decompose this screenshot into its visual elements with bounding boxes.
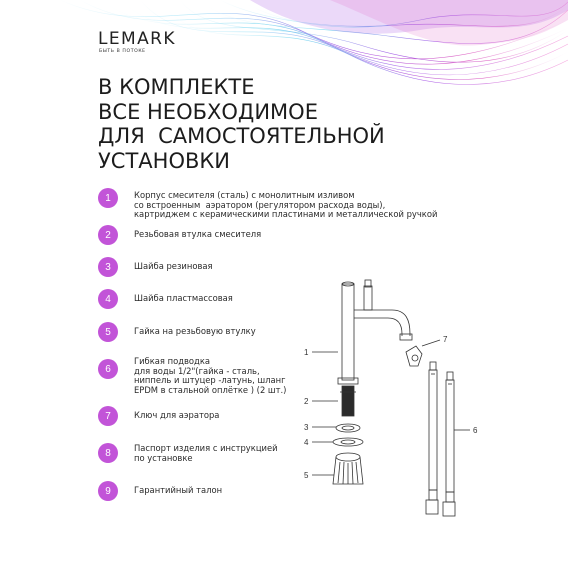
threaded-sleeve-part: [340, 386, 356, 416]
list-item: [98, 356, 287, 395]
item-text: Гарантийный талон: [134, 485, 223, 495]
item-number-badge: 2: [98, 225, 118, 245]
item-number-badge: 7: [98, 406, 118, 426]
plastic-washer-part: [333, 438, 363, 446]
flexible-hose-part: [426, 362, 455, 516]
diagram-label: 2: [304, 397, 309, 406]
item-text: Гайка на резьбовую втулку: [134, 326, 256, 336]
item-text: Корпус смесителя (сталь) с монолитным изливом со встроенным аэратором (регулятором расхода воды), картриджем с керамическими пластинами и металлической ручкой: [134, 190, 438, 220]
item-number-badge: 3: [98, 257, 118, 277]
list-item: [98, 188, 437, 220]
list-item: [98, 289, 233, 309]
diagram-label: 1: [304, 348, 309, 357]
title-line: УСТАНОВКИ: [98, 148, 230, 173]
diagram-label: 5: [304, 471, 309, 480]
item-number-badge: 8: [98, 443, 118, 463]
item-number-badge: 5: [98, 322, 118, 342]
item-text: Шайба резиновая: [134, 261, 213, 271]
title-line: В КОМПЛЕКТЕ: [98, 75, 255, 99]
faucet-exploded-diagram: [292, 270, 568, 568]
item-text: Резьбовая втулка смесителя: [134, 229, 262, 239]
item-text: Гибкая подводка для воды 1/2"(гайка - сталь, ниппель и штуцер -латунь, шланг EPDM в стальной оплётке ) (2 шт.): [134, 356, 287, 395]
page-title: [98, 75, 385, 173]
diagram-label: 3: [304, 423, 309, 432]
mounting-nut-part: [333, 453, 363, 484]
title-line: ДЛЯ САМОСТОЯТЕЛЬНОЙ: [98, 124, 385, 148]
item-text: Ключ для аэратора: [134, 410, 220, 420]
item-number-badge: 9: [98, 481, 118, 501]
brand-name: LEMARK: [98, 29, 176, 49]
brand-logo: [98, 30, 176, 54]
brand-tagline: БЫТЬ В ПОТОКЕ: [99, 49, 146, 54]
list-item: [98, 443, 278, 463]
list-item: [98, 225, 261, 245]
rubber-washer-part: [336, 424, 360, 432]
list-item: [98, 322, 256, 342]
diagram-label: 4: [304, 438, 309, 447]
item-text: Паспорт изделия с инструкцией по установке: [134, 443, 278, 463]
item-text: Шайба пластмассовая: [134, 293, 233, 303]
diagram-label: 6: [473, 426, 478, 435]
list-item: [98, 257, 213, 277]
aerator-key-part: [406, 346, 422, 366]
diagram-label: 7: [443, 335, 448, 344]
list-item: [98, 481, 222, 501]
item-number-badge: 1: [98, 188, 118, 208]
item-number-badge: 4: [98, 289, 118, 309]
item-number-badge: 6: [98, 359, 118, 379]
title-line: ВСЕ НЕОБХОДИМОЕ: [98, 99, 318, 124]
list-item: [98, 406, 219, 426]
faucet-body-part: [338, 280, 412, 384]
